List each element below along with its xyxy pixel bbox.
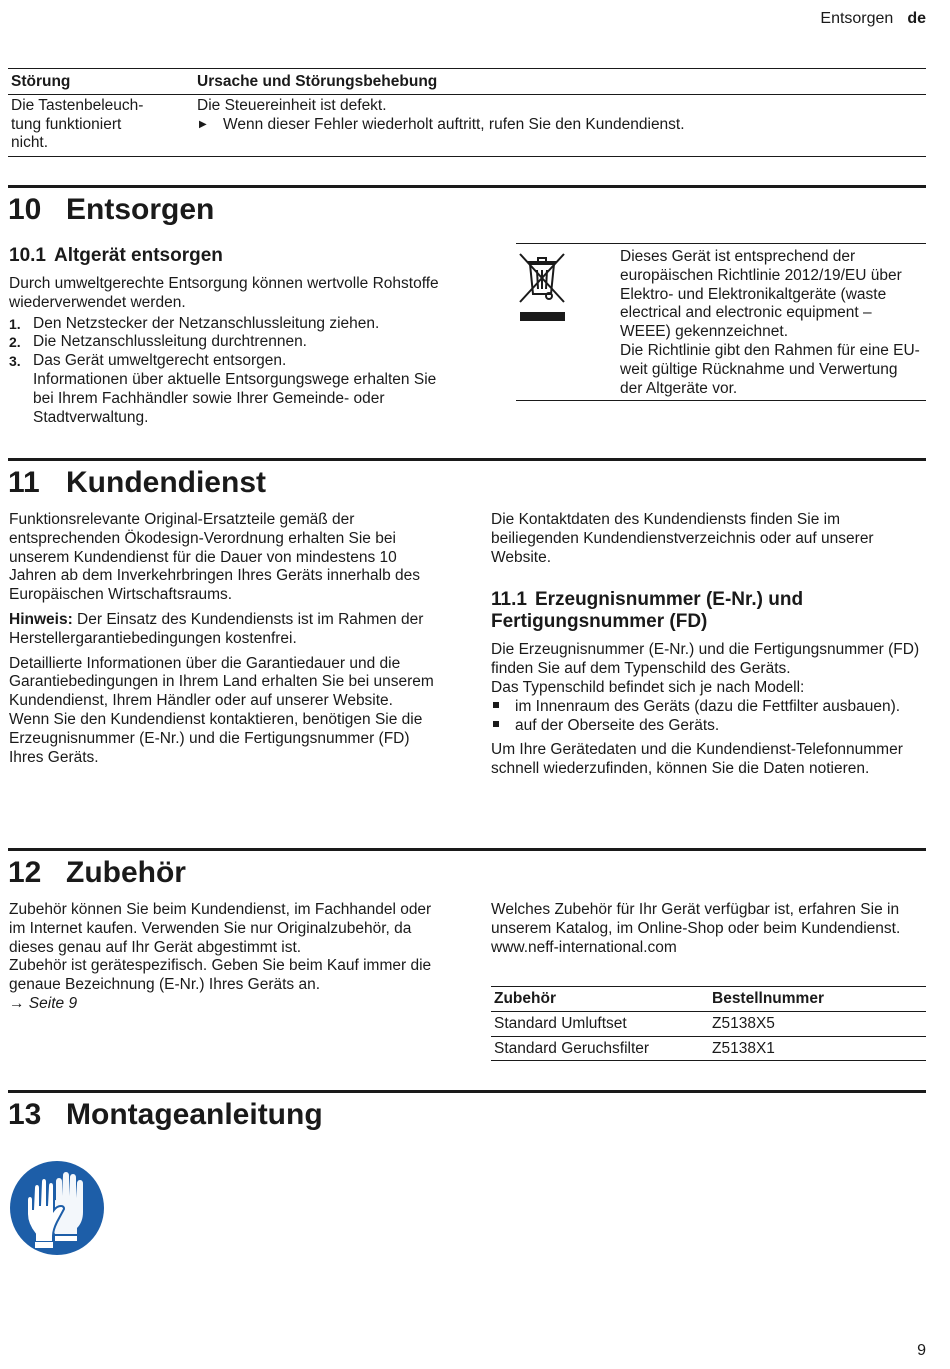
section-heading: 11.1 Erzeugnisnummer (E-Nr.) und Fertigungsnummer (FD) (491, 589, 804, 633)
accessories-buy-text: Zubehör können Sie beim Kundendienst, im Fachhandel oder im Internet kaufen. Verwenden Sie nur Originalzubehör, da dieses genau auf Ihr Gerät abgestimmt ist. (9, 901, 432, 956)
chapter-number: 12 (8, 856, 42, 889)
weee-info-box (516, 243, 926, 401)
accessory-name: Standard Umluftset (494, 1014, 627, 1032)
accessories-right (491, 901, 925, 957)
table-row (491, 1012, 926, 1037)
website-link[interactable]: www.neff-international.com (491, 938, 677, 956)
weee-text-2: Die Richtlinie gibt den Rahmen für eine EU-weit gültige Rücknahme und Verwertung der Altgeräte vor. (620, 341, 920, 397)
chapter-title: Zubehör (66, 856, 186, 889)
page-header (820, 10, 926, 29)
square-bullet-icon (493, 702, 499, 708)
chapter-heading-13 (8, 1090, 926, 1133)
customer-service-right (491, 511, 925, 779)
chapter-heading-12 (8, 848, 926, 891)
rating-plate-text: Das Typenschild befindet sich je nach Modell: (491, 678, 805, 696)
product-number-text: Die Erzeugnisnummer (E-Nr.) und die Fertigungsnummer (FD) finden Sie auf dem Typenschild des Geräts. (491, 641, 920, 678)
accessories-availability-text: Welches Zubehör für Ihr Gerät verfügbar ist, erfahren Sie in unserem Katalog, im Online-Shop oder beim Kundendienst. (491, 901, 901, 937)
step-info: Informationen über aktuelle Entsorgungswege erhalten Sie bei Ihrem Fachhändler sowie Ihrer Gemeinde- oder Stadtverwaltung. (33, 370, 437, 426)
accessories-table (491, 986, 926, 1061)
triangle-bullet-icon: ▶ (199, 118, 207, 130)
chapter-title: Montageanleitung (66, 1098, 323, 1131)
page-number: 9 (917, 1342, 926, 1360)
chapter-number: 11 (8, 466, 40, 499)
square-bullet-icon (493, 721, 499, 727)
fault-table-header (8, 69, 926, 95)
header-section: Entsorgen (820, 10, 894, 27)
order-number-column-header: Bestellnummer (712, 990, 824, 1007)
order-number: Z5138X1 (712, 1039, 775, 1057)
contact-data-text: Die Kontaktdaten des Kundendiensts finden Sie im beiliegenden Kundendienstverzeichnis oder auf unserer Website. (491, 511, 874, 566)
cause-text: Die Steuereinheit ist defekt. (197, 96, 387, 114)
chapter-heading-10 (8, 185, 926, 228)
list-item: im Innenraum des Geräts (dazu die Fettfilter ausbauen). (491, 698, 925, 717)
list-item: 3. Das Gerät umweltgerecht entsorgen. (9, 352, 287, 370)
wear-protective-gloves-icon (9, 1160, 105, 1256)
list-item: auf der Oberseite des Geräts. (491, 717, 925, 736)
chapter-title: Kundendienst (66, 466, 266, 499)
accessories-left (9, 901, 441, 1014)
warranty-text: Detaillierte Informationen über die Garantiedauer und die Garantiebedingungen in Ihrem Land erhalten Sie bei unserem Kundendienst, Ihrem Händler oder auf unserer Website. (9, 654, 434, 710)
action-item (197, 116, 926, 135)
table-row (8, 95, 926, 157)
fault-cell: Die Tastenbeleuch- tung funktioniert nicht. (11, 96, 144, 152)
spare-parts-text: Funktionsrelevante Original-Ersatzteile gemäß der entsprechenden Ökodesign-Verordnung erhalten Sie bei unserem Kundendienst für die Dauer von mindestens 10 Jahren ab dem Inverkehrbringen Ihres Geräts innerhalb des Europäischen Wirtschaftsraums. (9, 511, 420, 604)
rating-plate-locations (491, 698, 925, 736)
disposal-intro: Durch umweltgerechte Entsorgung können wertvolle Rohstoffe wiederverwendet werden. (9, 275, 439, 311)
list-item: 1. Den Netzstecker der Netzanschlussleitung ziehen. (9, 314, 380, 332)
disposal-steps (9, 315, 449, 428)
fault-table (8, 68, 926, 157)
chapter-title: Entsorgen (66, 193, 215, 226)
cause-column-header: Ursache und Störungsbehebung (197, 73, 438, 90)
note-data-text: Um Ihre Gerätedaten und die Kundendienst-Telefonnummer schnell wiederzufinden, können Sie die Daten notieren. (491, 741, 903, 778)
accessory-column-header: Zubehör (494, 990, 556, 1007)
section-10-1 (9, 245, 449, 427)
accessory-name: Standard Geruchsfilter (494, 1039, 650, 1057)
contact-info-text: Wenn Sie den Kundendienst kontaktieren, benötigen Sie die Erzeugnisnummer (E-Nr.) und die Fertigungsnummer (FD) Ihres Geräts. (9, 710, 423, 766)
accessories-specific-text: Zubehör ist gerätespezifisch. Geben Sie beim Kauf immer die genaue Bezeichnung (E-Nr.) Ihres Geräts an. (9, 957, 432, 994)
action-text: Wenn dieser Fehler wiederholt auftritt, rufen Sie den Kundendienst. (223, 115, 685, 133)
fault-column-header: Störung (11, 73, 71, 90)
service-note: Hinweis: Der Einsatz des Kundendiensts ist im Rahmen der Herstellergarantiebedingungen kostenfrei. (9, 610, 424, 647)
list-item: 2. Die Netzanschlussleitung durchtrennen. (9, 333, 307, 351)
page-cross-reference[interactable]: → Seite 9 (9, 994, 78, 1012)
weee-text: Dieses Gerät ist entsprechend der europäischen Richtlinie 2012/19/EU über Elektro- und Elektronikaltgeräte (waste electrical and electronic equipment – WEEE) gekennzeichnet. (620, 248, 902, 341)
table-row (491, 1037, 926, 1062)
order-number: Z5138X5 (712, 1014, 775, 1032)
chapter-heading-11 (8, 458, 926, 501)
accessories-table-header (491, 987, 926, 1012)
section-heading: 10.1 Altgerät entsorgen (9, 245, 223, 266)
crossed-out-wheelie-bin-icon (516, 248, 568, 324)
chapter-number: 10 (8, 193, 42, 226)
chapter-number: 13 (8, 1098, 42, 1131)
customer-service-left (9, 511, 441, 767)
header-language: de (907, 10, 926, 27)
